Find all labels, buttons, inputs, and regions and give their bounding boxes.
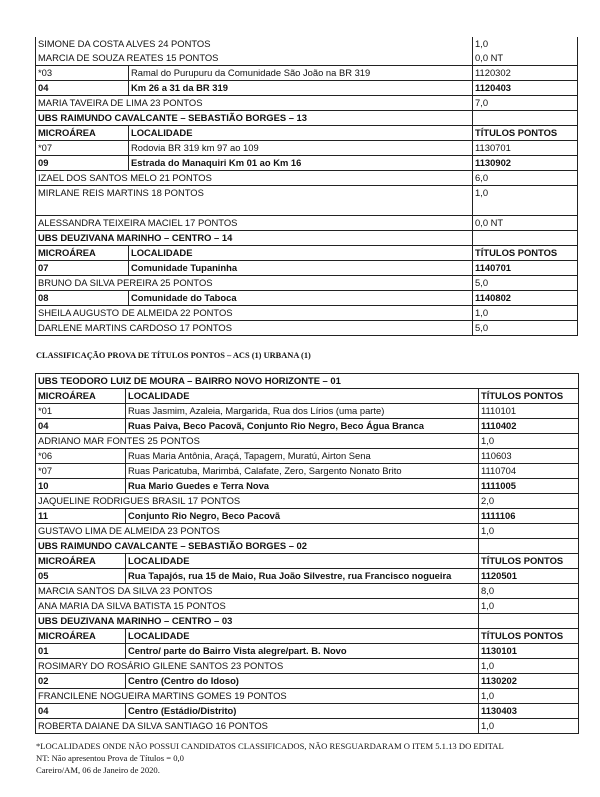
localidade-cell: Ramal do Purupuru da Comunidade São João na BR 319 [129, 66, 473, 81]
candidate-name: ROBERTA DAIANE DA SILVA SANTIAGO 16 PONTOS [36, 719, 479, 734]
candidate-name: ROSIMARY DO ROSÁRIO GILENE SANTOS 23 PONTOS [36, 659, 479, 674]
footnote-localidades: *LOCALIDADES ONDE NÃO POSSUI CANDIDATOS CLASSIFICADOS, NÃO RESGUARDARAM O ITEM 5.1.13 DO EDITAL [36, 741, 504, 751]
candidate-score: 6,0 [473, 171, 578, 186]
footer [35, 740, 577, 776]
candidate-score: 8,0 [479, 584, 579, 599]
column-header-row [36, 554, 579, 569]
section-heading: CLASSIFICAÇÃO PROVA DE TÍTULOS PONTOS – ACS (1) URBANA (1) [36, 351, 311, 360]
localidade-cell: Ruas Jasmim, Azaleia, Margarida, Rua dos Lírios (uma parte) [126, 404, 479, 419]
candidate-score: 1,0 [473, 186, 578, 216]
localidade-cell: Centro (Estádio/Distrito) [126, 704, 479, 719]
microarea-cell: 01 [36, 644, 126, 659]
candidate-row [36, 659, 579, 674]
ubs-header-row [36, 231, 578, 246]
candidate-row [36, 186, 578, 216]
table-row [36, 464, 579, 479]
header-microarea: MICROÁREA [36, 389, 126, 404]
candidate-score: 1,0 [479, 434, 579, 449]
candidate-score: 1,0 [473, 306, 578, 321]
microarea-cell: 09 [36, 156, 129, 171]
rural-classification-table [35, 37, 578, 336]
candidate-score: 1,0 [479, 524, 579, 539]
candidate-name: ADRIANO MAR FONTES 25 PONTOS [36, 434, 479, 449]
microarea-cell: 04 [36, 704, 126, 719]
code-cell: 1120501 [479, 569, 579, 584]
ubs-title: UBS DEUZIVANA MARINHO – CENTRO – 14 [36, 231, 473, 246]
candidate-name: IZAEL DOS SANTOS MELO 21 PONTOS [36, 171, 473, 186]
code-cell: 1130902 [473, 156, 578, 171]
code-cell: 1120302 [473, 66, 578, 81]
code-cell: 1140802 [473, 291, 578, 306]
microarea-cell: 07 [36, 261, 129, 276]
ubs-header-row [36, 374, 579, 389]
localidade-cell: Km 26 a 31 da BR 319 [129, 81, 473, 96]
header-score: TÍTULOS PONTOS [473, 246, 578, 261]
candidate-name: ANA MARIA DA SILVA BATISTA 15 PONTOS [36, 599, 479, 614]
header-score: TÍTULOS PONTOS [479, 629, 579, 644]
ubs-title: UBS RAIMUNDO CAVALCANTE – SEBASTIÃO BORGES – 02 [36, 539, 479, 554]
header-localidade: LOCALIDADE [129, 246, 473, 261]
candidate-row [36, 719, 579, 734]
localidade-cell: Comunidade do Taboca [129, 291, 473, 306]
candidate-row [36, 37, 578, 51]
candidate-score: 1,0 [479, 659, 579, 674]
localidade-cell: Comunidade Tupaninha [129, 261, 473, 276]
candidate-row [36, 306, 578, 321]
header-score: TÍTULOS PONTOS [479, 554, 579, 569]
urbana-classification-table [35, 373, 579, 734]
code-cell: 1111106 [479, 509, 579, 524]
column-header-row [36, 629, 579, 644]
candidate-score: 7,0 [473, 96, 578, 111]
candidate-score: 5,0 [473, 321, 578, 336]
ubs-header-row [36, 539, 579, 554]
header-localidade: LOCALIDADE [126, 554, 479, 569]
ubs-title: UBS TEODORO LUIZ DE MOURA – BAIRRO NOVO HORIZONTE – 01 [36, 374, 579, 389]
candidate-row [36, 216, 578, 231]
candidate-score: 1,0 [479, 719, 579, 734]
candidate-name: BRUNO DA SILVA PEREIRA 25 PONTOS [36, 276, 473, 291]
localidade-cell: Rua Mario Guedes e Terra Nova [126, 479, 479, 494]
candidate-name: JAQUELINE RODRIGUES BRASIL 17 PONTOS [36, 494, 479, 509]
table-row [36, 569, 579, 584]
empty-cell [479, 614, 579, 629]
column-header-row [36, 126, 578, 141]
candidate-name: MARCIA DE SOUZA REATES 15 PONTOS [36, 51, 473, 66]
code-cell: 1130701 [473, 141, 578, 156]
candidate-row [36, 276, 578, 291]
localidade-cell: Estrada do Manaquiri Km 01 ao Km 16 [129, 156, 473, 171]
empty-cell [473, 231, 578, 246]
code-cell: 1110101 [479, 404, 579, 419]
localidade-cell: Ruas Maria Antônia, Araçá, Tapagem, Muratú, Airton Sena [126, 449, 479, 464]
microarea-cell: *01 [36, 404, 126, 419]
code-cell: 1130403 [479, 704, 579, 719]
candidate-name: SHEILA AUGUSTO DE ALMEIDA 22 PONTOS [36, 306, 473, 321]
candidate-name: GUSTAVO LIMA DE ALMEIDA 23 PONTOS [36, 524, 479, 539]
microarea-cell: *07 [36, 141, 129, 156]
column-header-row [36, 389, 579, 404]
candidate-name: ALESSANDRA TEIXEIRA MACIEL 17 PONTOS [36, 216, 473, 231]
header-score: TÍTULOS PONTOS [473, 126, 578, 141]
candidate-name: MARCIA SANTOS DA SILVA 23 PONTOS [36, 584, 479, 599]
candidate-score: 1,0 [479, 689, 579, 704]
candidate-score: 0,0 NT [473, 216, 578, 231]
candidate-score: 0,0 NT [473, 51, 578, 66]
header-localidade: LOCALIDADE [126, 629, 479, 644]
table-row [36, 704, 579, 719]
ubs-header-row [36, 614, 579, 629]
header-localidade: LOCALIDADE [129, 126, 473, 141]
localidade-cell: Centro (Centro do Idoso) [126, 674, 479, 689]
code-cell: 1110704 [479, 464, 579, 479]
candidate-row [36, 584, 579, 599]
table-row [36, 674, 579, 689]
place-date: Careiro/AM, 06 de Janeiro de 2020. [36, 765, 160, 775]
candidate-score: 2,0 [479, 494, 579, 509]
candidate-name: DARLENE MARTINS CARDOSO 17 PONTOS [36, 321, 473, 336]
microarea-cell: 04 [36, 419, 126, 434]
table-row [36, 81, 578, 96]
microarea-cell: 02 [36, 674, 126, 689]
localidade-cell: Ruas Paricatuba, Marimbá, Calafate, Zero, Sargento Nonato Brito [126, 464, 479, 479]
code-cell: 1110402 [479, 419, 579, 434]
code-cell: 1130202 [479, 674, 579, 689]
code-cell: 1140701 [473, 261, 578, 276]
empty-cell [473, 111, 578, 126]
table-row [36, 509, 579, 524]
header-score: TÍTULOS PONTOS [479, 389, 579, 404]
candidate-row [36, 96, 578, 111]
table-row [36, 479, 579, 494]
microarea-cell: *03 [36, 66, 129, 81]
candidate-row [36, 51, 578, 66]
candidate-score: 5,0 [473, 276, 578, 291]
table-row [36, 291, 578, 306]
header-microarea: MICROÁREA [36, 126, 129, 141]
localidade-cell: Centro/ parte do Bairro Vista alegre/part. B. Novo [126, 644, 479, 659]
table-row [36, 156, 578, 171]
footnote-nt: NT: Não apresentou Prova de Títulos = 0,0 [36, 753, 184, 763]
microarea-cell: 11 [36, 509, 126, 524]
ubs-title: UBS RAIMUNDO CAVALCANTE – SEBASTIÃO BORGES – 13 [36, 111, 473, 126]
candidate-name: MIRLANE REIS MARTINS 18 PONTOS [36, 186, 473, 216]
candidate-row [36, 321, 578, 336]
candidate-score: 1,0 [479, 599, 579, 614]
ubs-header-row [36, 111, 578, 126]
localidade-cell: Ruas Paiva, Beco Pacovã, Conjunto Rio Negro, Beco Água Branca [126, 419, 479, 434]
table-row [36, 404, 579, 419]
header-microarea: MICROÁREA [36, 246, 129, 261]
table-row [36, 141, 578, 156]
microarea-cell: 08 [36, 291, 129, 306]
microarea-cell: *06 [36, 449, 126, 464]
candidate-row [36, 494, 579, 509]
header-localidade: LOCALIDADE [126, 389, 479, 404]
microarea-cell: *07 [36, 464, 126, 479]
microarea-cell: 10 [36, 479, 126, 494]
table-row [36, 419, 579, 434]
empty-cell [479, 539, 579, 554]
localidade-cell: Rua Tapajós, rua 15 de Maio, Rua João Silvestre, rua Francisco nogueira [126, 569, 479, 584]
header-microarea: MICROÁREA [36, 554, 126, 569]
microarea-cell: 04 [36, 81, 129, 96]
table-row [36, 66, 578, 81]
candidate-row [36, 599, 579, 614]
table-row [36, 644, 579, 659]
candidate-name: SIMONE DA COSTA ALVES 24 PONTOS [36, 37, 473, 51]
code-cell: 1130101 [479, 644, 579, 659]
header-microarea: MICROÁREA [36, 629, 126, 644]
code-cell: 1120403 [473, 81, 578, 96]
code-cell: 1111005 [479, 479, 579, 494]
localidade-cell: Conjunto Rio Negro, Beco Pacovã [126, 509, 479, 524]
column-header-row [36, 246, 578, 261]
candidate-name: FRANCILENE NOGUEIRA MARTINS GOMES 19 PONTOS [36, 689, 479, 704]
code-cell: 110603 [479, 449, 579, 464]
candidate-row [36, 524, 579, 539]
candidate-row [36, 689, 579, 704]
candidate-row [36, 171, 578, 186]
microarea-cell: 05 [36, 569, 126, 584]
table-row [36, 261, 578, 276]
candidate-score: 1,0 [473, 37, 578, 51]
ubs-title: UBS DEUZIVANA MARINHO – CENTRO – 03 [36, 614, 479, 629]
table-row [36, 449, 579, 464]
candidate-name: MARIA TAVEIRA DE LIMA 23 PONTOS [36, 96, 473, 111]
localidade-cell: Rodovia BR 319 km 97 ao 109 [129, 141, 473, 156]
candidate-row [36, 434, 579, 449]
